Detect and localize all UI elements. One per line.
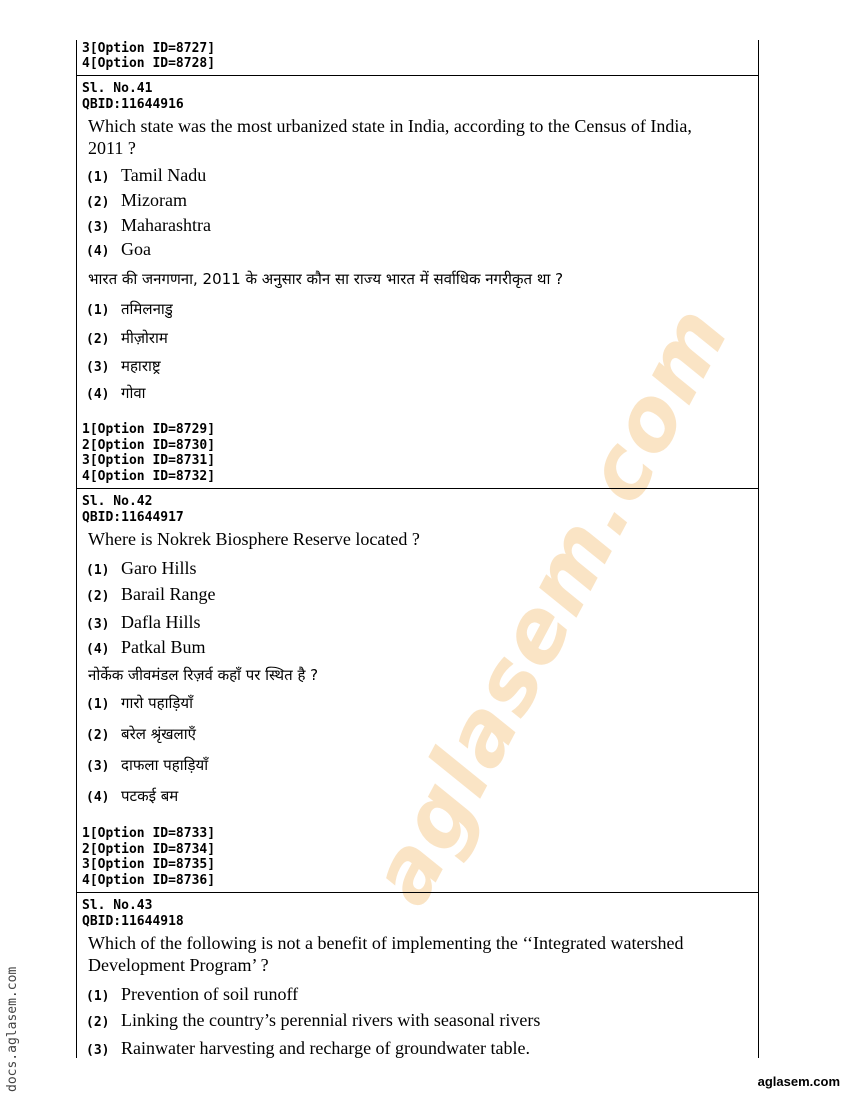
option-text: तमिलनाडु [121, 300, 173, 318]
option-english [86, 1009, 540, 1031]
option-number: (1) [86, 989, 110, 1004]
option-text: Maharashtra [121, 215, 211, 235]
qbid: QBID:11644918 [82, 914, 184, 929]
qbid: QBID:11644916 [82, 97, 184, 112]
option-english [86, 1037, 530, 1059]
option-hindi [86, 723, 196, 745]
option-english [86, 164, 206, 186]
option-id-line: 1[Option ID=8729] [82, 422, 216, 437]
divider [76, 488, 758, 489]
option-number: (4) [86, 244, 110, 259]
option-number: (1) [86, 563, 110, 578]
option-number: (3) [86, 220, 110, 235]
option-id-line: 1[Option ID=8733] [82, 826, 216, 841]
question-text-english: Where is Nokrek Biosphere Reserve located ? [88, 529, 420, 549]
option-english [86, 557, 197, 579]
question-text-english: Which of the following is not a benefit of implementing the ‘‘Integrated watershed Development Program’ ? [88, 933, 684, 975]
option-english [86, 238, 151, 260]
option-text: गारो पहाड़ियाँ [121, 694, 193, 712]
option-hindi [86, 382, 146, 404]
option-number: (4) [86, 387, 110, 402]
option-hindi [86, 298, 173, 320]
option-english [86, 189, 187, 211]
option-number: (3) [86, 617, 110, 632]
divider [76, 892, 758, 893]
option-number: (1) [86, 170, 110, 185]
option-hindi [86, 692, 193, 714]
option-number: (2) [86, 332, 110, 347]
qbid: QBID:11644917 [82, 510, 184, 525]
option-number: (1) [86, 303, 110, 318]
option-text: महाराष्ट्र [121, 357, 161, 375]
option-text: Dafla Hills [121, 612, 201, 632]
option-number: (4) [86, 642, 110, 657]
option-number: (2) [86, 728, 110, 743]
option-text: Mizoram [121, 190, 187, 210]
option-number: (1) [86, 697, 110, 712]
option-text: Barail Range [121, 584, 216, 604]
option-text: Prevention of soil runoff [121, 984, 299, 1004]
option-id-line: 3[Option ID=8731] [82, 453, 216, 468]
option-text: दाफला पहाड़ियाँ [121, 756, 209, 774]
serial-number: Sl. No.42 [82, 494, 153, 509]
option-number: (3) [86, 360, 110, 375]
option-id-line: 2[Option ID=8734] [82, 842, 216, 857]
question-text-english: Which state was the most urbanized state in India, according to the Census of India, 2011 ? [88, 116, 692, 158]
option-id-line: 4[Option ID=8732] [82, 469, 216, 484]
option-hindi [86, 355, 161, 377]
option-number: (4) [86, 790, 110, 805]
option-id-line: 3[Option ID=8735] [82, 857, 216, 872]
option-hindi [86, 754, 208, 776]
option-hindi [86, 327, 168, 349]
serial-number: Sl. No.41 [82, 81, 153, 96]
option-text: Linking the country’s perennial rivers with seasonal rivers [121, 1010, 541, 1030]
option-number: (3) [86, 1043, 110, 1058]
option-text: मीज़ोराम [121, 329, 168, 347]
option-text: Garo Hills [121, 558, 197, 578]
option-english [86, 983, 298, 1005]
serial-number: Sl. No.43 [82, 898, 153, 913]
option-number: (2) [86, 589, 110, 604]
option-id-line: 4[Option ID=8736] [82, 873, 216, 888]
question-text-hindi: भारत की जनगणना, 2011 के अनुसार कौन सा राज्य भारत में सर्वाधिक नगरीकृत था ? [88, 270, 564, 288]
option-english [86, 636, 206, 658]
divider [76, 75, 758, 76]
question-text-hindi: नोर्केक जीवमंडल रिज़र्व कहाँ पर स्थित है ? [88, 666, 319, 684]
option-number: (3) [86, 759, 110, 774]
option-hindi [86, 785, 178, 807]
option-number: (2) [86, 195, 110, 210]
option-text: Patkal Bum [121, 637, 206, 657]
side-url: docs.aglasem.com [5, 966, 20, 1092]
option-text: Goa [121, 239, 151, 259]
option-text: Tamil Nadu [121, 165, 207, 185]
option-id-line: 3[Option ID=8727] [82, 41, 216, 56]
option-english [86, 611, 200, 633]
option-number: (2) [86, 1015, 110, 1030]
option-text: Rainwater harvesting and recharge of groundwater table. [121, 1038, 530, 1058]
watermark: aglasem.com [351, 289, 750, 921]
option-text: बरेल श्रृंखलाएँ [121, 725, 196, 743]
option-text: पटकई बम [121, 787, 179, 805]
option-text: गोवा [121, 384, 146, 402]
option-id-line: 2[Option ID=8730] [82, 438, 216, 453]
option-english [86, 583, 215, 605]
option-english [86, 214, 211, 236]
footer-brand: aglasem.com [757, 1074, 840, 1089]
option-id-line: 4[Option ID=8728] [82, 56, 216, 71]
